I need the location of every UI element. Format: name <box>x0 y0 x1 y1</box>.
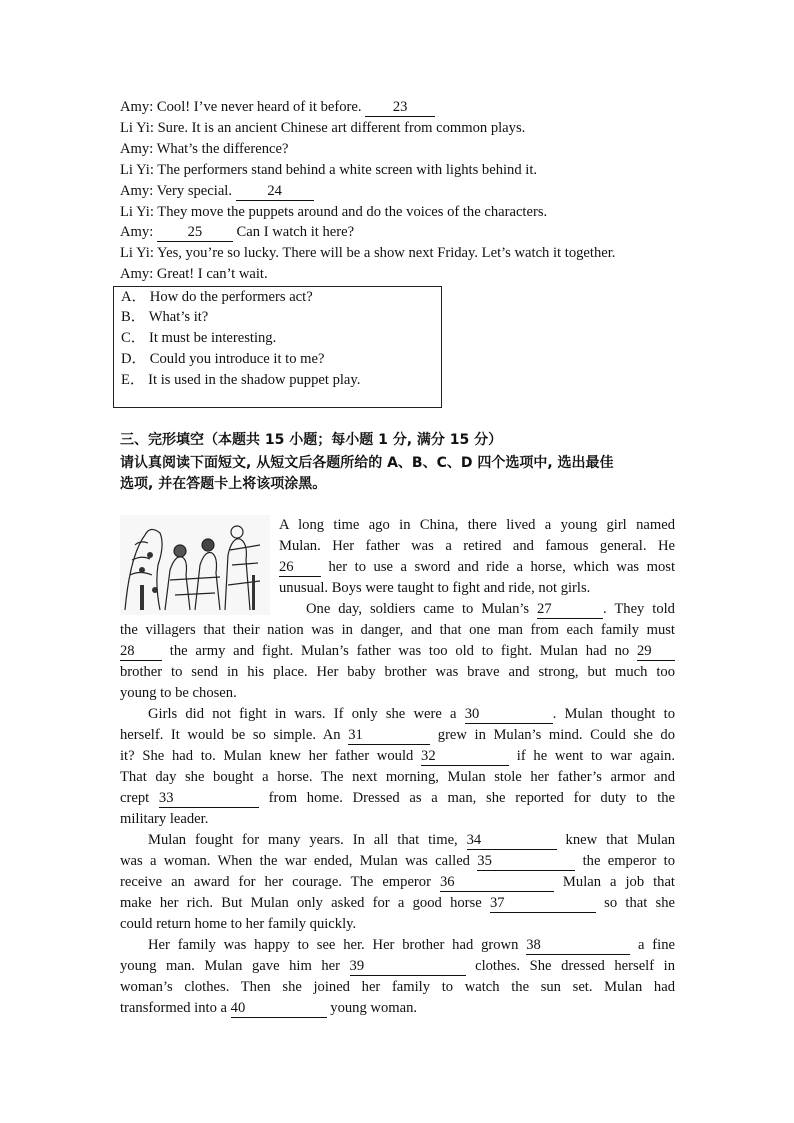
blank-40: 40 <box>231 1000 327 1018</box>
blank-37: 37 <box>490 895 596 913</box>
passage-line: 28 the army and fight. Mulan’s father was too old to fight. Mulan had no 29 <box>120 641 675 662</box>
passage-line: One day, soldiers came to Mulan’s 27 . They told <box>306 601 675 617</box>
passage-line: woman’s clothes. Then she joined her family to watch the sun set. Mulan had <box>120 979 675 995</box>
dialogue-line: Li Yi: The performers stand behind a white screen with lights behind it. <box>120 162 538 178</box>
dialogue-line: Li Yi: Yes, you’re so lucky. There will be a show next Friday. Let’s watch it together. <box>120 245 616 261</box>
mulan-illustration <box>120 515 270 615</box>
passage-line: was a woman. When the war ended, Mulan was called 35 the emperor to <box>120 853 676 869</box>
section-instruction: 选项, 并在答题卡上将该项涂黑。 <box>120 476 327 492</box>
blank-27: 27 <box>537 601 603 619</box>
dialogue-line: Amy: 25 Can I watch it here? <box>120 224 355 240</box>
blank-31: 31 <box>348 727 430 745</box>
blank-32: 32 <box>421 748 509 766</box>
passage-line: herself. It would be so simple. An 31 grew in Mulan’s mind. Could she do <box>120 727 676 743</box>
passage-line: A long time ago in China, there lived a young girl named <box>279 517 675 533</box>
passage-line: transformed into a 40 young woman. <box>120 1000 418 1016</box>
passage-line: unusual. Boys were taught to fight and ride, not girls. <box>279 580 591 596</box>
blank-30: 30 <box>465 706 553 724</box>
dialogue-line: Amy: Very special. 24 <box>120 181 314 201</box>
blank-29: 29 <box>637 643 675 661</box>
blank-39: 39 <box>350 958 466 976</box>
passage-line: Mulan fought for many years. In all that time, 34 knew that Mulan <box>148 832 675 848</box>
blank-33: 33 <box>159 790 259 808</box>
passage-line: military leader. <box>120 811 209 827</box>
passage-line: young man. Mulan gave him her 39 clothes. She dressed herself in <box>120 958 675 974</box>
passage-line: brother to send in his place. Her baby brother was brave and strong, but much too <box>120 664 675 680</box>
option-b: B． What’s it? <box>121 309 209 325</box>
passage-line: crept 33 from home. Dressed as a man, she reported for duty to the <box>120 790 675 806</box>
dialogue-line: Li Yi: They move the puppets around and do the voices of the characters. <box>120 204 548 220</box>
dialogue-line: Li Yi: Sure. It is an ancient Chinese art different from common plays. <box>120 120 526 136</box>
blank-38: 38 <box>526 937 630 955</box>
passage-line: it? She had to. Mulan knew her father would 32 if he went to war again. <box>120 748 675 764</box>
blank-23: 23 <box>365 99 435 117</box>
passage-line: Girls did not fight in wars. If only she were a 30 . Mulan thought to <box>148 706 675 722</box>
blank-25: 25 <box>157 224 233 242</box>
section-instruction: 请认真阅读下面短文, 从短文后各题所给的 A、B、C、D 四个选项中, 选出最佳 <box>120 455 614 471</box>
blank-28: 28 <box>120 643 162 661</box>
option-e: E． It is used in the shadow puppet play. <box>121 372 361 388</box>
passage-line: That day she bought a horse. The next morning, Mulan stole her father’s armor and <box>120 769 675 785</box>
passage-line: Mulan. Her father was a retired and famous general. He <box>279 538 675 554</box>
dialogue-line: Amy: What’s the difference? <box>120 141 289 157</box>
blank-34: 34 <box>467 832 557 850</box>
option-a: A． How do the performers act? <box>121 289 313 305</box>
blank-24: 24 <box>236 183 314 201</box>
option-d: D． Could you introduce it to me? <box>121 351 325 367</box>
section-title: 三、完形填空（本题共 15 小题；每小题 1 分, 满分 15 分） <box>120 432 503 448</box>
dialogue-line: Amy: Cool! I’ve never heard of it before. 23 <box>120 97 435 117</box>
blank-36: 36 <box>440 874 554 892</box>
dialogue-line: Amy: Great! I can’t wait. <box>120 266 268 282</box>
passage-line: make her rich. But Mulan only asked for a good horse 37 so that she <box>120 895 675 911</box>
passage-line: 26 her to use a sword and ride a horse, which was most <box>279 559 675 575</box>
passage-line: could return home to her family quickly. <box>120 916 357 932</box>
passage-line: young to be chosen. <box>120 685 237 701</box>
option-c: C． It must be interesting. <box>121 330 277 346</box>
options-box <box>113 286 442 408</box>
blank-26: 26 <box>279 559 321 577</box>
passage-line: receive an award for her courage. The emperor 36 Mulan a job that <box>120 874 675 890</box>
blank-35: 35 <box>477 853 575 871</box>
passage-line: Her family was happy to see her. Her brother had grown 38 a fine <box>148 937 675 953</box>
passage-line: the villagers that their nation was in danger, and that one man from each family must <box>120 622 675 638</box>
